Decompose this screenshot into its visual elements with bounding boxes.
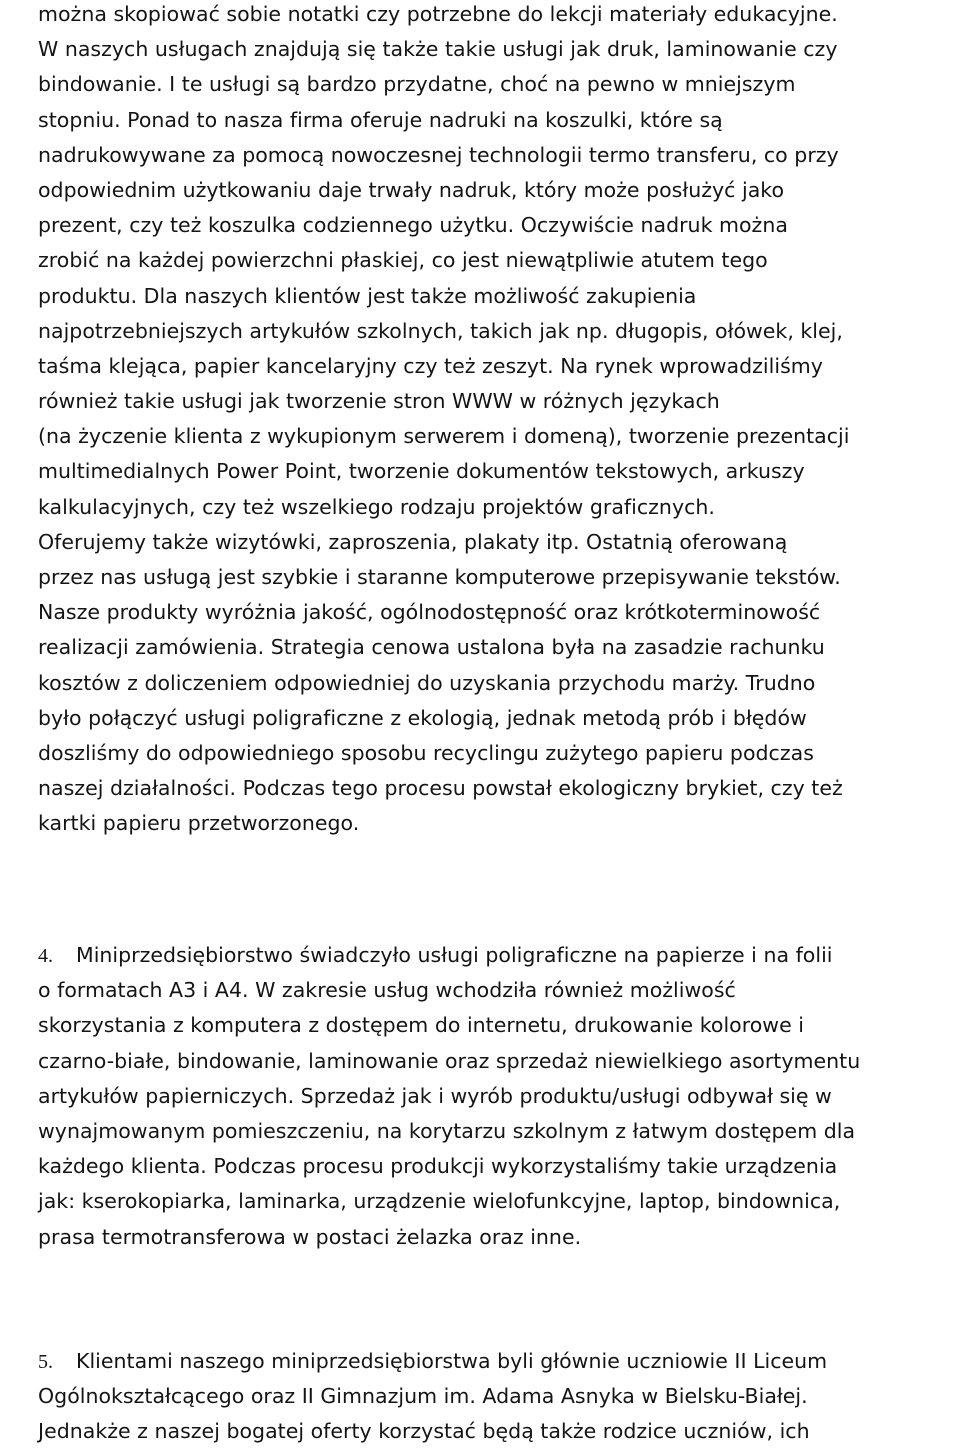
text-line: odpowiednim użytkowaniu daje trwały nadruk, który może posłużyć jako bbox=[38, 177, 785, 202]
list-item-4 bbox=[38, 938, 860, 1255]
text-line: prezent, czy też koszulka codziennego użytku. Oczywiście nadruk można bbox=[38, 213, 788, 238]
text-line: prasa termotransferowa w postaci żelazka oraz inne. bbox=[38, 1224, 582, 1249]
text-line: (na życzenie klienta z wykupionym serwerem i domeną), tworzenie prezentacji bbox=[38, 424, 850, 449]
text-line: o formatach A3 i A4. W zakresie usług wchodziła również możliwość bbox=[38, 978, 736, 1003]
text-line: jak: kserokopiarka, laminarka, urządzenie wielofunkcyjne, laptop, bindownica, bbox=[38, 1189, 841, 1214]
text-line: doszliśmy do odpowiedniego sposobu recyclingu zużytego papieru podczas bbox=[38, 740, 814, 765]
list-item-first-line bbox=[38, 1344, 827, 1379]
text-line: zrobić na każdej powierzchni płaskiej, co jest niewątpliwie atutem tego bbox=[38, 248, 768, 273]
text-line: kartki papieru przetworzonego. bbox=[38, 811, 360, 836]
text-line: multimedialnych Power Point, tworzenie dokumentów tekstowych, arkuszy bbox=[38, 459, 805, 484]
text-line: bindowanie. I te usługi są bardzo przydatne, choć na pewno w mniejszym bbox=[38, 72, 796, 97]
list-number: 4. bbox=[38, 945, 54, 967]
text-line: W naszych usługach znajdują się także takie usługi jak druk, laminowanie czy bbox=[38, 37, 838, 62]
text-line: Ogólnokształcącego oraz II Gimnazjum im. Adama Asnyka w Bielsku-Białej. bbox=[38, 1384, 808, 1409]
text-line: skorzystania z komputera z dostępem do internetu, drukowanie kolorowe i bbox=[38, 1013, 804, 1038]
text-line: było połączyć usługi poligraficzne z ekologią, jednak metodą prób i błędów bbox=[38, 705, 807, 730]
text-line: produktu. Dla naszych klientów jest także możliwość zakupienia bbox=[38, 283, 697, 308]
text-line: artykułów papierniczych. Sprzedaż jak i wyrób produktu/usługi odbywał się w bbox=[38, 1083, 832, 1108]
text-line: czarno-białe, bindowanie, laminowanie oraz sprzedaż niewielkiego asortymentu bbox=[38, 1048, 861, 1073]
text-line: kosztów z doliczeniem odpowiedniej do uzyskania przychodu marży. Trudno bbox=[38, 670, 816, 695]
text-line: kalkulacyjnych, czy też wszelkiego rodzaju projektów graficznych. bbox=[38, 494, 715, 519]
text-line: można skopiować sobie notatki czy potrzebne do lekcji materiały edukacyjne. bbox=[38, 2, 838, 26]
text-line: naszej działalności. Podczas tego procesu powstał ekologiczny brykiet, czy też bbox=[38, 776, 843, 801]
list-item-5 bbox=[38, 1344, 827, 1450]
text-line: Miniprzedsiębiorstwo świadczyło usługi poligraficzne na papierze i na folii bbox=[76, 943, 833, 967]
text-line: Jednakże z naszej bogatej oferty korzystać będą także rodzice uczniów, ich bbox=[38, 1419, 810, 1444]
text-line: każdego klienta. Podczas procesu produkcji wykorzystaliśmy takie urządzenia bbox=[38, 1154, 838, 1179]
text-line: stopniu. Ponad to nasza firma oferuje nadruki na koszulki, które są bbox=[38, 107, 723, 132]
list-number: 5. bbox=[38, 1351, 54, 1373]
text-line: wynajmowanym pomieszczeniu, na korytarzu szkolnym z łatwym dostępem dla bbox=[38, 1118, 856, 1143]
text-line: Nasze produkty wyróżnia jakość, ogólnodostępność oraz krótkoterminowość bbox=[38, 600, 821, 625]
text-line: Oferujemy także wizytówki, zaproszenia, plakaty itp. Ostatnią oferowaną bbox=[38, 529, 788, 554]
text-line: również takie usługi jak tworzenie stron WWW w różnych językach bbox=[38, 389, 720, 414]
text-line: najpotrzebniejszych artykułów szkolnych, takich jak np. długopis, ołówek, klej, bbox=[38, 318, 843, 343]
text-line: Klientami naszego miniprzedsiębiorstwa byli głównie uczniowie II Liceum bbox=[76, 1349, 828, 1373]
list-item-first-line bbox=[38, 938, 860, 973]
text-line: taśma klejąca, papier kancelaryjny czy też zeszyt. Na rynek wprowadziliśmy bbox=[38, 353, 823, 378]
text-line: nadrukowywane za pomocą nowoczesnej technologii termo transferu, co przy bbox=[38, 142, 839, 167]
intro-paragraph bbox=[38, 0, 849, 842]
text-line: realizacji zamówienia. Strategia cenowa ustalona była na zasadzie rachunku bbox=[38, 635, 825, 660]
text-line: przez nas usługą jest szybkie i staranne komputerowe przepisywanie tekstów. bbox=[38, 565, 841, 589]
